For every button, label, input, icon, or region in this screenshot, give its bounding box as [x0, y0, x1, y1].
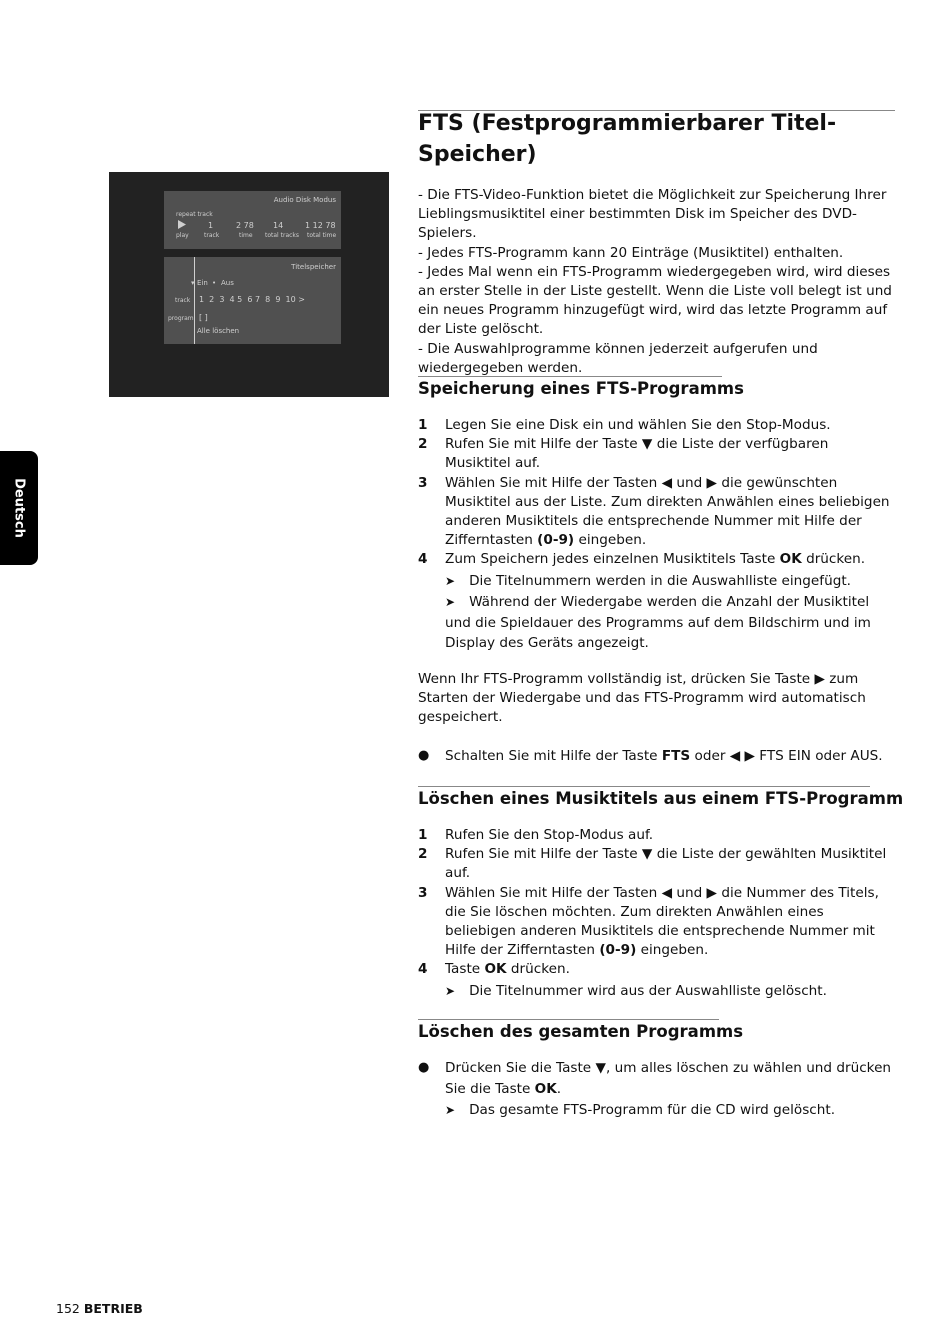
- result-note: [418, 1100, 898, 1121]
- note-text: Das gesamte FTS-Programm für die CD wird gelöscht.: [469, 1102, 836, 1118]
- total-tracks-label: total tracks: [265, 232, 300, 239]
- panel-title: Titelspeicher: [291, 263, 336, 271]
- list-item: [418, 550, 898, 569]
- total-time-label: total time: [307, 232, 337, 239]
- step-text: Wählen Sie mit Hilfe der Tasten ◀ und ▶ die gewünschten Musiktitel aus der Liste. Zum direkten Anwählen eines beliebigen anderen Musiktitels die entsprechende Nummer mit Hilfe der Zifferntasten: [445, 474, 890, 549]
- section-rule: [418, 376, 722, 377]
- list-item: [418, 435, 898, 473]
- total-tracks-value: 14: [273, 221, 284, 230]
- step-text: Taste: [445, 961, 485, 978]
- step-key: OK: [484, 961, 507, 978]
- list-item: [418, 845, 898, 883]
- play-icon: [178, 220, 186, 229]
- bullet-text: Schalten Sie mit Hilfe der Taste: [445, 748, 662, 764]
- steps-list: [418, 826, 898, 1001]
- note-text: Die Titelnummer wird aus der Auswahlliste gelöscht.: [469, 982, 827, 999]
- step-text: Rufen Sie den Stop-Modus auf.: [445, 827, 654, 843]
- arrow-icon: ➤: [445, 595, 456, 610]
- step-text: drücken.: [801, 551, 866, 568]
- list-item: [418, 826, 898, 845]
- intro-paragraph: - Die Auswahlprogramme können jederzeit aufgerufen und wiedergegeben werden.: [418, 340, 818, 376]
- bullet-icon: ●: [418, 1060, 430, 1075]
- step-number: 4: [418, 551, 428, 568]
- steps-list: [418, 416, 898, 654]
- audio-disk-panel: [164, 191, 341, 249]
- arrow-icon: ➤: [445, 983, 456, 998]
- step-number: 2: [418, 846, 428, 863]
- step-text: Rufen Sie mit Hilfe der Taste ▼ die Liste der verfügbaren Musiktitel auf.: [445, 436, 829, 472]
- list-item: [418, 884, 898, 961]
- list-item: [418, 474, 898, 551]
- section-name: BETRIEB: [83, 1301, 143, 1316]
- bullet-text: .: [556, 1080, 562, 1097]
- list-item: [418, 416, 898, 435]
- intro-paragraph: - Die FTS-Video-Funktion bietet die Möglichkeit zur Speicherung Ihrer Lieblingsmusiktitel einer bestimmten Disk im Speicher des DVD-Spielers.: [418, 187, 887, 242]
- time-label: time: [239, 232, 253, 239]
- language-tab: [0, 451, 38, 565]
- track-row-label: track: [175, 297, 191, 304]
- title-memory-panel: [164, 257, 341, 344]
- step-number: 4: [418, 961, 428, 978]
- step-text: Rufen Sie mit Hilfe der Taste ▼ die Liste der gewählten Musiktitel auf.: [445, 846, 887, 882]
- track-value: 1: [208, 221, 214, 230]
- intro-paragraph: - Jedes FTS-Programm kann 20 Einträge (Musiktitel) enthalten.: [418, 244, 844, 261]
- step-text: Wählen Sie mit Hilfe der Tasten ◀ und ▶ die Nummer des Titels, die Sie löschen möchten. Zum direkten Anwählen eines beliebigen anderen Musiktitels die entsprechende Nummer mit Hilfe der Zifferntasten: [445, 884, 879, 959]
- program-value: [ ]: [199, 313, 208, 322]
- section-rule: [418, 786, 870, 787]
- selection-arrow-icon: ▾: [191, 279, 195, 287]
- bullet-text: oder ◀ ▶ FTS EIN oder AUS.: [690, 748, 883, 764]
- on-option: Ein: [197, 279, 208, 287]
- page-title-line-2: Speicher): [418, 142, 537, 167]
- delete-all-option: Alle löschen: [197, 327, 240, 335]
- section-heading: Speicherung eines FTS-Programms: [418, 379, 744, 398]
- page-title: [418, 108, 898, 170]
- bullet-icon: ●: [418, 748, 430, 763]
- result-note: [418, 571, 898, 592]
- step-key: OK: [779, 551, 802, 568]
- section-heading: Löschen eines Musiktitels aus einem FTS-Programm: [418, 789, 904, 808]
- step-number: 1: [418, 827, 428, 843]
- step-text: Legen Sie eine Disk ein und wählen Sie den Stop-Modus.: [445, 417, 831, 433]
- result-note: [418, 592, 898, 654]
- bullet-icon: •: [212, 279, 217, 287]
- intro-paragraph: - Jedes Mal wenn ein FTS-Programm wiedergegeben wird, wird dieses an erster Stelle in der Liste gestellt. Wenn die Liste voll belegt ist und ein neues Programm hinzugefügt wird, wird das letzte Programm auf der Liste gelöscht.: [418, 263, 892, 338]
- step-text: Zum Speichern jedes einzelnen Musiktitels Taste: [445, 551, 780, 568]
- result-note: [418, 981, 898, 1002]
- arrow-icon: ➤: [445, 573, 456, 588]
- step-text: eingeben.: [574, 532, 647, 549]
- step-number: 2: [418, 436, 428, 453]
- bullet-key: OK: [534, 1080, 557, 1097]
- program-row-label: program: [168, 315, 194, 322]
- time-value: 2 78: [236, 221, 254, 230]
- track-numbers: 1 2 3 4 5 6 7 8 9 10 >: [199, 295, 305, 304]
- page-title-line-1: FTS (Festprogrammierbarer Titel-: [418, 111, 837, 136]
- section-rule: [418, 1019, 719, 1020]
- completion-paragraph: Wenn Ihr FTS-Programm vollständig ist, drücken Sie Taste ▶ zum Starten der Wiedergabe und das FTS-Programm wird automatisch gespeichert.: [418, 671, 866, 726]
- off-option: Aus: [221, 279, 234, 287]
- step-number: 3: [418, 474, 428, 491]
- language-tab-label: Deutsch: [11, 478, 27, 538]
- note-text: Während der Wiedergabe werden die Anzahl der Musiktitel und die Spieldauer des Programms auf dem Bildschirm und im Display des Geräts angezeigt.: [445, 594, 871, 652]
- step-text: eingeben.: [636, 942, 709, 959]
- total-time-value: 1 12 78: [305, 221, 336, 230]
- section-heading: Löschen des gesamten Programms: [418, 1022, 744, 1041]
- step-key: (0-9): [599, 942, 637, 959]
- tv-screen-illustration: [109, 172, 389, 397]
- step-number: 1: [418, 417, 428, 433]
- play-label: play: [176, 232, 189, 239]
- step-key: (0-9): [537, 532, 575, 549]
- list-item: [418, 960, 898, 979]
- page-number: 152: [56, 1301, 80, 1316]
- panel-divider: [194, 257, 195, 344]
- panel-title: Audio Disk Modus: [273, 196, 336, 204]
- repeat-label: repeat track: [176, 211, 213, 218]
- page-footer: [56, 1301, 143, 1316]
- step-text: drücken.: [506, 961, 570, 978]
- bullet-key: FTS: [661, 748, 691, 764]
- bullet-item: [418, 1058, 898, 1121]
- bullet-text: Drücken Sie die Taste ▼, um alles löschen zu wählen und drücken Sie die Taste: [445, 1060, 892, 1097]
- intro-text: [418, 186, 898, 378]
- arrow-icon: ➤: [445, 1103, 456, 1117]
- step-number: 3: [418, 884, 428, 901]
- note-text: Die Titelnummern werden in die Auswahlliste eingefügt.: [469, 572, 851, 589]
- bullet-item: [418, 746, 898, 767]
- track-label: track: [204, 232, 220, 239]
